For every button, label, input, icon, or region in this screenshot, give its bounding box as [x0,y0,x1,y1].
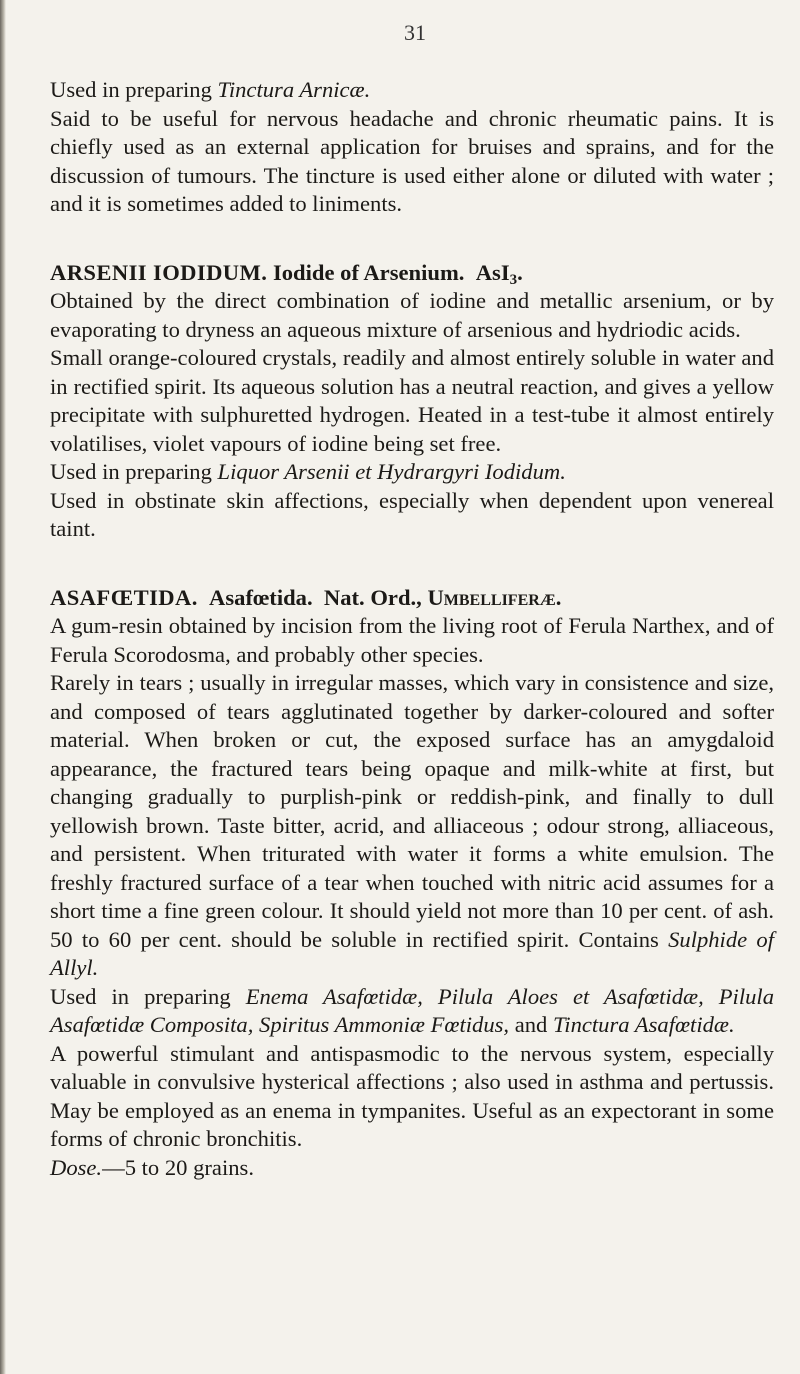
natural-order-label: Nat. Ord., [323,584,422,610]
asafoetida-source: A gum-resin obtained by incision from the living root of Ferula Narthex, and of Ferula Scorodosma, and probably other species. [50,613,774,667]
entry-title: ARSENII IODIDUM. [50,259,268,285]
entry-name: Iodide of Arsenium. [272,259,465,285]
arnica-description: Said to be useful for nervous headache and chronic rheumatic pains. It is chiefly used as an external application for bruises and sprains, and for the discussion of tumours. The tincture is used either alone or diluted with water ; and it is sometimes added to liniments. [50,105,774,216]
asafoetida-dose [50,1154,774,1183]
asafoetida-used-in: Used in preparing Enema Asafœtidæ, Pilula Aloes et Asafœtidæ, Pilula Asafœtidæ Composita, Spiritus Ammoniæ Fœtidus, and Tinctura Asafœtidæ. [50,983,774,1037]
arsenii-used-in: Used in preparing Liquor Arsenii et Hydrargyri Iodidum. [50,459,566,484]
page-number: 31 [404,20,426,45]
arsenii-description: Small orange-coloured crystals, readily and almost entirely soluble in water and in rectified spirit. Its aqueous solution has a neutral reaction, and gives a yellow precipitate with sulphuretted hydrogen. Heated in a test-tube it almost entirely volatilises, violet vapours of iodine being set free. [50,345,774,456]
natural-order-name: Umbelliferæ. [427,584,562,610]
entry-title: ASAFŒTIDA. [50,584,198,610]
chemical-formula: AsI$_3$. [475,259,523,288]
dose-label: Dose. [50,1154,103,1180]
arsenii-heading [50,259,774,288]
asafoetida-uses: A powerful stimulant and antispasmodic to the nervous system, especially valuable in convulsive hysterical affections ; also used in asthma and pertussis. May be employed as an enema in tympanites. Useful as an expectorant in some forms of chronic bronchitis. [50,1040,774,1151]
book-spine-shadow [0,0,6,1374]
page-body [50,76,774,1182]
asafoetida-description: Rarely in tears ; usually in irregular masses, which vary in consistence and size, and composed of tears agglutinated together by darker-coloured and softer material. When broken or cut, the exposed surface has an amygdaloid appearance, the fractured tears being opaque and milk-white at first, but changing gradually to purplish-pink or reddish-pink, and finally to dull yellowish brown. Taste bitter, acrid, and alliaceous ; odour strong, alliaceous, and persistent. When triturated with water it forms a white emulsion. The freshly fractured surface of a tear when touched with nitric acid assumes for a short time a fine green colour. It should yield not more than 10 per cent. of ash. 50 to 60 per cent. should be soluble in rectified spirit. Contains Sulphide of Allyl. [50,670,774,980]
asafoetida-heading [50,584,774,613]
arsenii-uses: Used in obstinate skin affections, especially when dependent upon venereal taint. [50,487,774,541]
arsenii-preparation: Obtained by the direct combination of iodine and metallic arsenium, or by evaporating to dryness an aqueous mixture of arsenious and hydriodic acids. [50,288,774,342]
dose-value: —5 to 20 grains. [102,1154,254,1180]
arnica-used-in: Used in preparing Tinctura Arnicæ. [50,77,371,102]
entry-name: Asafœtida. [209,584,313,610]
